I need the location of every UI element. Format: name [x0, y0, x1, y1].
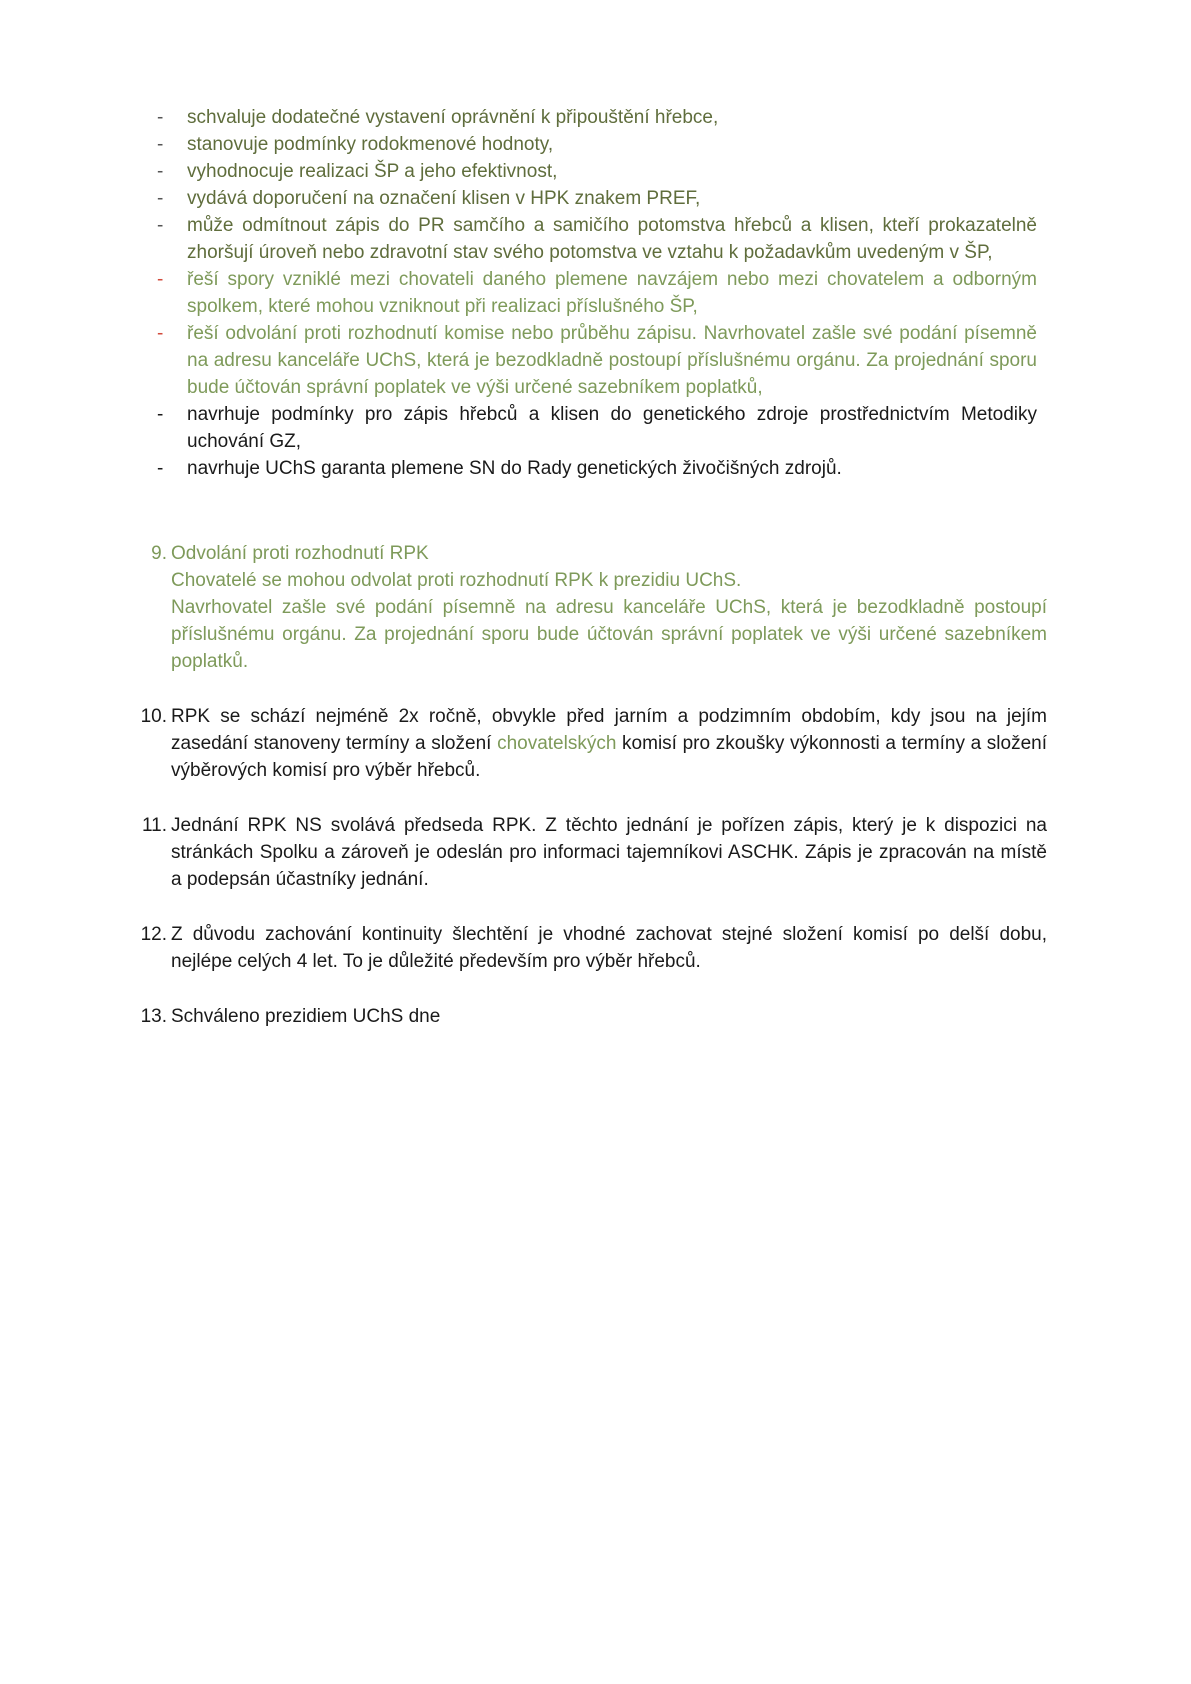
item-paragraph: Chovatelé se mohou odvolat proti rozhodnutí RPK k prezidiu UChS. — [171, 570, 742, 591]
dash-marker: - — [157, 404, 164, 425]
bullet-list — [157, 104, 1037, 482]
list-item-text: navrhuje UChS garanta plemene SN do Rady genetických živočišných zdrojů. — [187, 458, 842, 479]
list-item-text: vydává doporučení na označení klisen v HPK znakem PREF, — [187, 188, 701, 209]
highlighted-word: chovatelských — [497, 733, 617, 754]
dash-marker: - — [157, 323, 164, 344]
item-paragraph — [171, 703, 1047, 784]
list-item-text: řeší spory vzniklé mezi chovateli daného plemene navzájem nebo mezi chovatelem a odborným spolkem, které mohou vzniknout při realizaci příslušného ŠP, — [187, 269, 1037, 317]
dash-marker: - — [157, 134, 164, 155]
list-item — [157, 185, 1037, 212]
list-item-text: vyhodnocuje realizaci ŠP a jeho efektivnost, — [187, 161, 558, 182]
numbered-item-10 — [127, 703, 1047, 784]
item-paragraph: Navrhovatel zašle své podání písemně na adresu kanceláře UChS, která je bezodkladně postoupí příslušnému orgánu. Za projednání sporu bude účtován správní poplatek ve výši určené sazebníkem poplatků. — [171, 597, 1047, 672]
list-item — [157, 158, 1037, 185]
numbered-item-13 — [127, 1003, 1047, 1030]
list-item — [157, 455, 1037, 482]
item-paragraph: Z důvodu zachování kontinuity šlechtění je vhodné zachovat stejné složení komisí po delší dobu, nejlépe celých 4 let. To je důležité především pro výběr hřebců. — [171, 924, 1047, 972]
item-number: 12. — [140, 924, 167, 945]
item-number: 11. — [141, 815, 167, 836]
item-text: komisí pro zkoušky výkonnosti a termíny a složení výběrových komisí pro výběr hřebců. — [171, 733, 1047, 781]
list-item — [157, 266, 1037, 320]
list-item-text: řeší odvolání proti rozhodnutí komise nebo průběhu zápisu. Navrhovatel zašle své podání písemně na adresu kanceláře UChS, která je bezodkladně postoupí příslušnému orgánu. Za projednání sporu bude účtován správní poplatek ve výši určené sazebníkem poplatků, — [187, 323, 1037, 398]
dash-marker: - — [157, 269, 164, 290]
list-item-text: stanovuje podmínky rodokmenové hodnoty, — [187, 134, 554, 155]
item-number: 13. — [140, 1006, 167, 1027]
dash-marker: - — [157, 188, 164, 209]
item-paragraph: Jednání RPK NS svolává předseda RPK. Z těchto jednání je pořízen zápis, který je k dispozici na stránkách Spolku a zároveň je odeslán pro informaci tajemníkovi ASCHK. Zápis je zpracován na místě a podepsán účastníky jednání. — [171, 815, 1047, 890]
dash-marker: - — [157, 458, 164, 479]
list-item — [157, 320, 1037, 401]
list-item — [157, 104, 1037, 131]
list-item — [157, 212, 1037, 266]
item-number: 10. — [140, 706, 167, 727]
item-paragraph: Schváleno prezidiem UChS dne — [171, 1006, 441, 1027]
numbered-item-12 — [127, 921, 1047, 975]
numbered-item-9 — [127, 540, 1047, 675]
dash-marker: - — [157, 215, 164, 236]
list-item-text: schvaluje dodatečné vystavení oprávnění k připouštění hřebce, — [187, 107, 719, 128]
list-item — [157, 131, 1037, 158]
list-item-text: může odmítnout zápis do PR samčího a samičího potomstva hřebců a klisen, kteří prokazatelně zhoršují úroveň nebo zdravotní stav svého potomstva ve vztahu k požadavkům uvedeným v ŠP, — [187, 215, 1037, 263]
list-item — [157, 401, 1037, 455]
dash-marker: - — [157, 107, 164, 128]
item-title: Odvolání proti rozhodnutí RPK — [171, 543, 429, 564]
dash-marker: - — [157, 161, 164, 182]
item-text: RPK se schází nejméně 2x ročně, obvykle před jarním a podzimním obdobím, kdy jsou na jejím zasedání stanoveny termíny a složení — [171, 706, 1047, 754]
numbered-item-11 — [127, 812, 1047, 893]
item-number: 9. — [151, 543, 167, 564]
list-item-text: navrhuje podmínky pro zápis hřebců a klisen do genetického zdroje prostřednictvím Metodiky uchování GZ, — [187, 404, 1037, 452]
